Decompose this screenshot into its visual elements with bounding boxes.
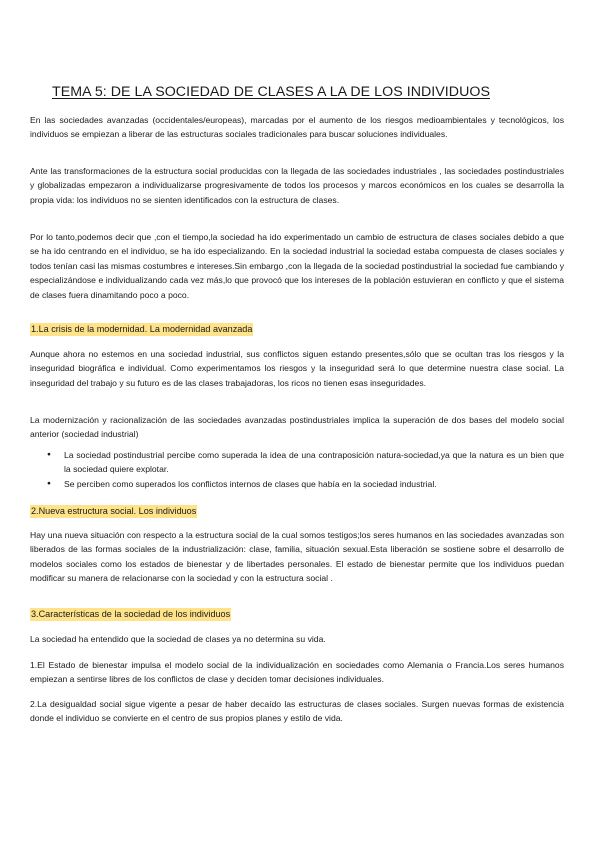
intro-paragraph-1: En las sociedades avanzadas (occidentales/europeas), marcadas por el aumento de los riesgos medioambientales y tecnológicos, los individuos se empiezan a liberar de las estructuras sociales tradicionales para buscar soluciones individuales. (30, 115, 564, 140)
list-item: ● Se perciben como superados los conflictos internos de clases que había en la sociedad industrial. (47, 477, 564, 491)
intro-paragraph-3: Por lo tanto,podemos decir que ,con el tiempo,la sociedad ha ido experimentado un cambio de estructura de clases sociales debido a que se ha ido centrando en el individuo, se ha ido especializando. En la sociedad industrial la sociedad estaba compuesta de clases sociales y todos tenían casi las mismas costumbres e intereses.Sin embargo ,con la llegada de la sociedad postindustrial la sociedad fue cambiando y especializándose e individualizando cada vez más,lo que provocó que los intereses de la población estuvieran en conflicto y que el sistema de clases fuera dinamitando poco a poco. (30, 232, 564, 300)
section1-paragraph-2: La modernización y racionalización de las sociedades avanzadas postindustriales implica la superación de dos bases del modelo social anterior (sociedad industrial) (30, 415, 564, 440)
section3-paragraph-3: 2.La desigualdad social sigue vigente a pesar de haber decaído las estructuras de clases sociales. Surgen nuevas formas de existencia donde el individuo se convierte en el centro de sus propios planes y estilo de vida. (30, 699, 564, 724)
intro-paragraph-2: Ante las transformaciones de la estructura social producidas con la llegada de las sociedades industriales , las sociedades postindustriales y globalizadas empezaron a individualizarse progresivamente de todos los procesos y marcos económicos en los cuales se desarrolla la propia vida: los individuos no se sienten identificados con la estructura de clases. (30, 166, 564, 205)
section-heading-2: 2.Nueva estructura social. Los individuos (31, 506, 197, 516)
section-heading-1: 1.La crisis de la modernidad. La modernidad avanzada (31, 324, 253, 334)
section3-paragraph-1: La sociedad ha entendido que la sociedad de clases ya no determina su vida. (30, 634, 326, 644)
section1-paragraph-1: Aunque ahora no estemos en una sociedad industrial, sus conflictos siguen estando presentes,sólo que se ocultan tras los riesgos y la inseguridad biográfica e individual. Como experimentamos los riesgos y la inseguridad será lo que determine nuestra clase social. La inseguridad del trabajo y su futuro es de las clases trabajadoras, los ricos no tienen esas inseguridades. (30, 349, 564, 388)
page-title: TEMA 5: DE LA SOCIEDAD DE CLASES A LA DE LOS INDIVIDUOS (52, 84, 490, 100)
list-item: ● La sociedad postindustrial percibe como superada la idea de una contraposición natura-sociedad,ya que la natura es un bien que la sociedad quiere explotar. (47, 448, 564, 477)
section3-paragraph-2: 1.El Estado de bienestar impulsa el modelo social de la individualización en sociedades como Alemania o Francia.Los seres humanos empiezan a sentirse libres de los conflictos de clase y deciden tomar decisiones individuales. (30, 660, 564, 685)
section2-paragraph-1: Hay una nueva situación con respecto a la estructura social de la cual somos testigos;los seres humanos en las sociedades avanzadas son liberados de las formas sociales de la industrialización: clase, familia, situación sexual.Esta liberación se sostiene sobre el desarrollo de modelos sociales como los estados de bienestar y de libertades personales. El estado de bienestar permite que los individuos puedan modificar su manera de relacionarse con la sociedad y con la estructura social . (30, 530, 564, 584)
section-heading-3: 3.Características de la sociedad de los individuos (31, 609, 231, 619)
section1-bullet-list (47, 448, 564, 491)
